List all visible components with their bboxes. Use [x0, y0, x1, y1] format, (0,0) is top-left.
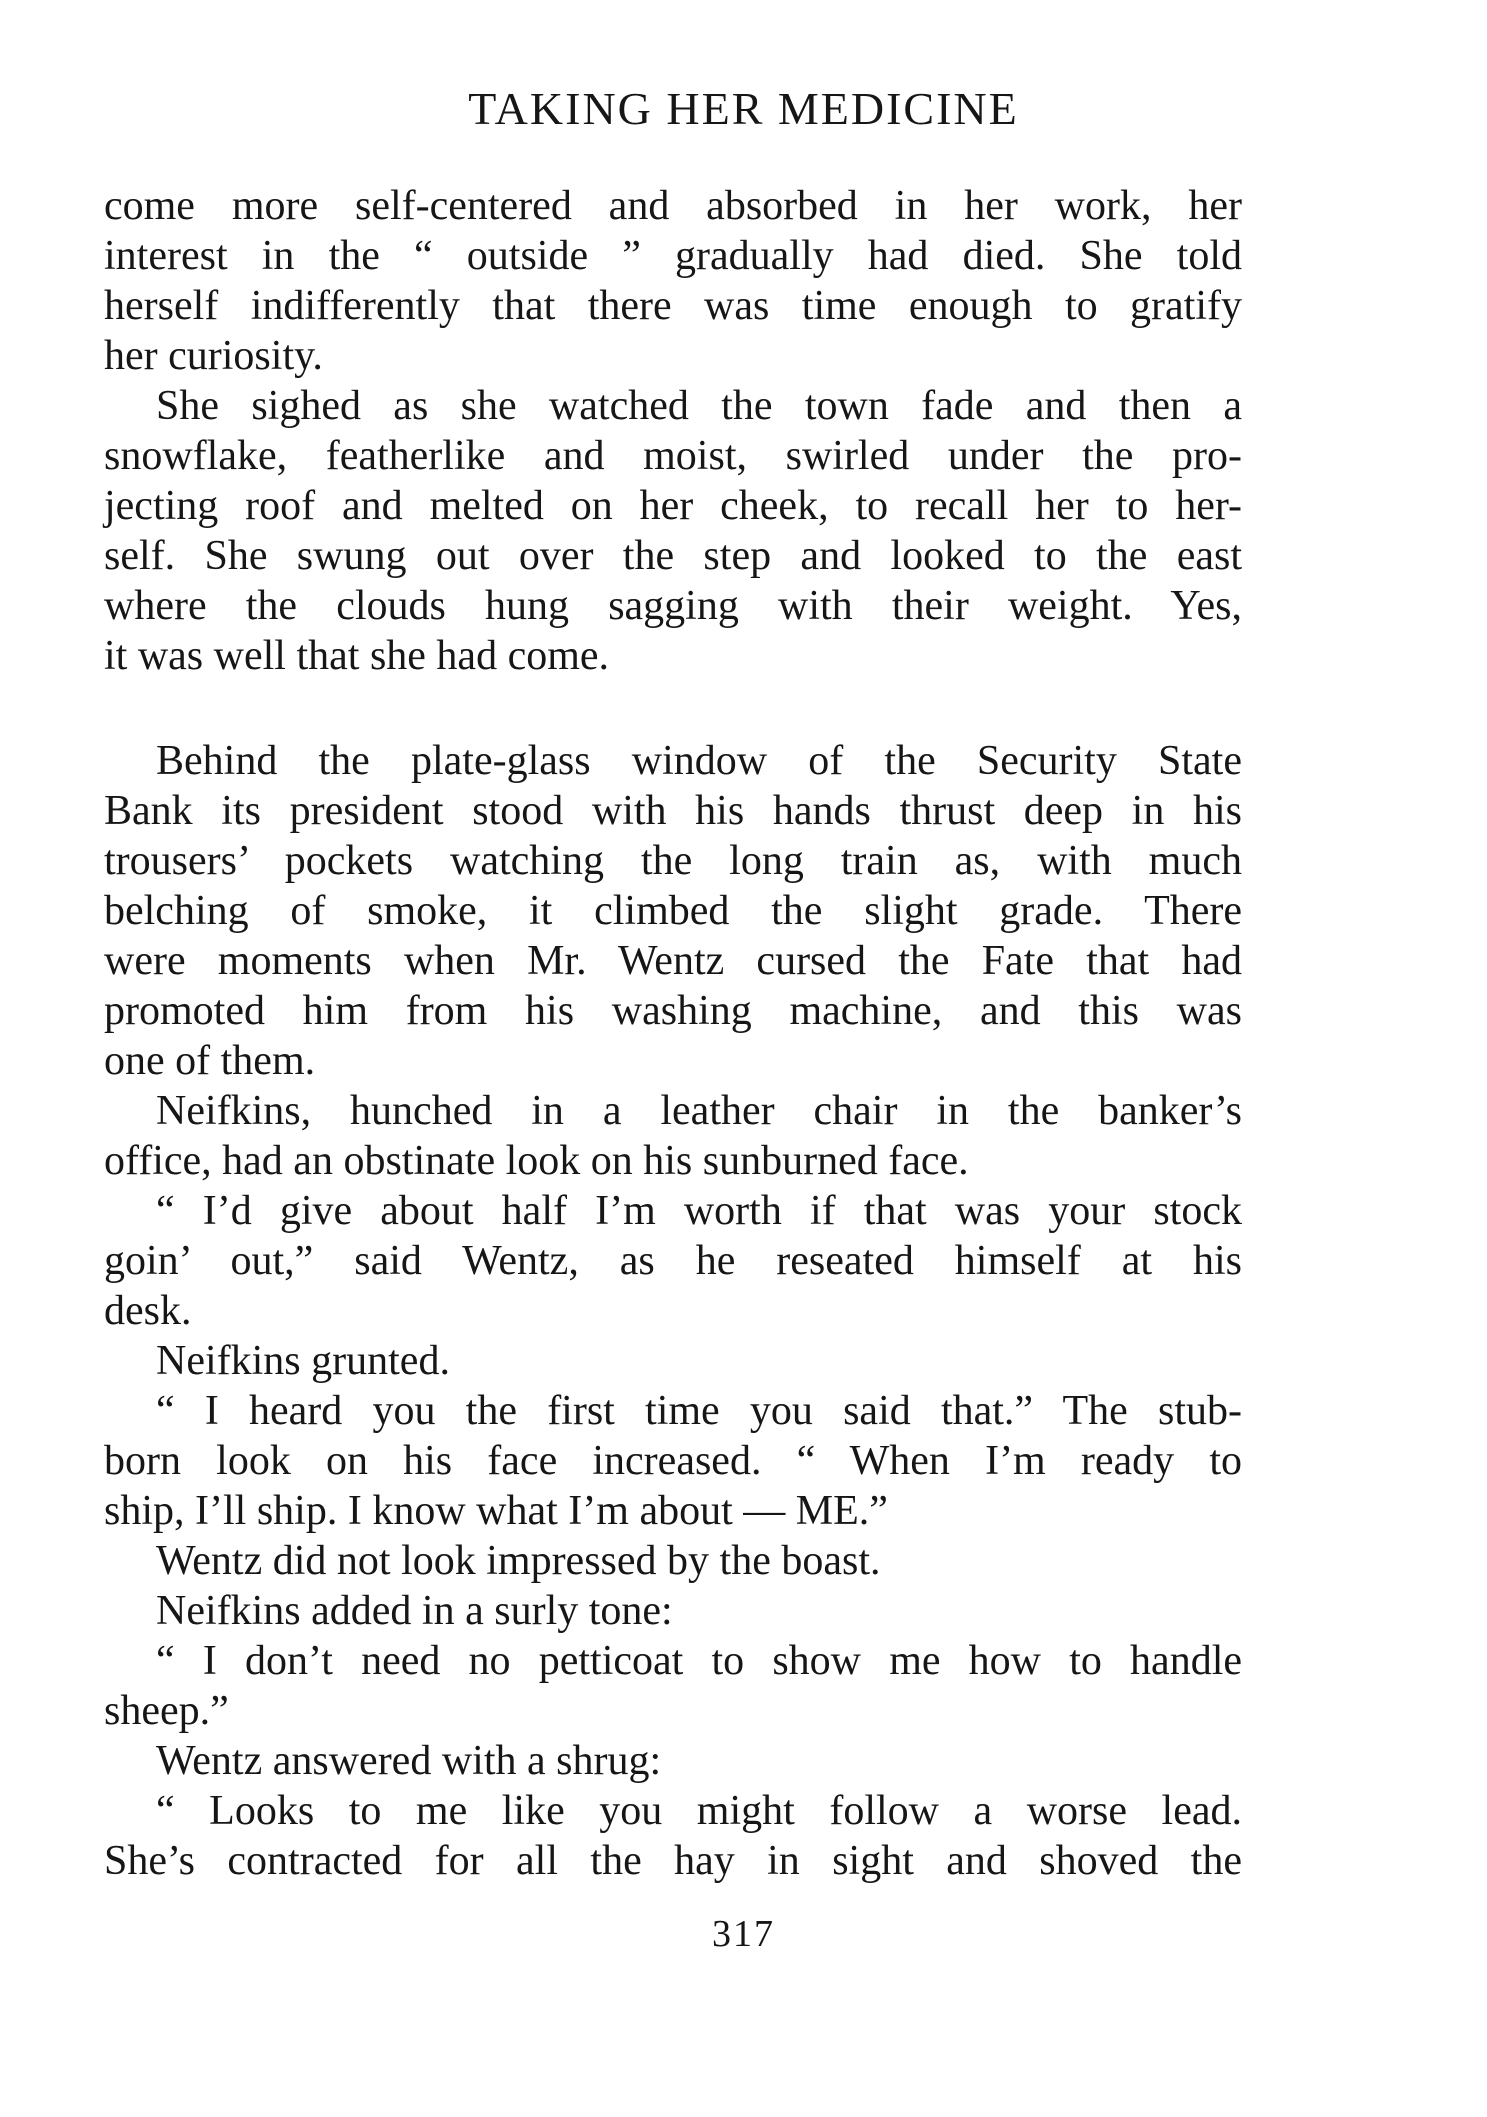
text-line: Behind the plate-glass window of the Security State	[156, 738, 1242, 784]
text-line: desk.	[104, 1288, 192, 1334]
text-line: promoted him from his washing machine, and this was	[104, 988, 1242, 1034]
text-line: goin’ out,” said Wentz, as he reseated himself at his	[104, 1238, 1242, 1284]
text-line: snowflake, featherlike and moist, swirled under the pro-	[104, 433, 1242, 479]
page-number: 317	[712, 1913, 775, 1955]
text-line: She sighed as she watched the town fade and then a	[156, 383, 1242, 429]
text-line: belching of smoke, it climbed the slight grade. There	[104, 888, 1242, 934]
text-line: self. She swung out over the step and looked to the east	[104, 533, 1242, 579]
text-line: ship, I’ll ship. I know what I’m about — ME.”	[104, 1488, 888, 1534]
running-head: TAKING HER MEDICINE	[468, 83, 1019, 134]
text-line: She’s contracted for all the hay in sight and shoved the	[104, 1838, 1242, 1884]
text-line: jecting roof and melted on her cheek, to recall her to her-	[104, 483, 1242, 529]
text-line: Neifkins, hunched in a leather chair in the banker’s	[156, 1088, 1242, 1134]
text-line: Bank its president stood with his hands thrust deep in his	[104, 788, 1242, 834]
text-line: “ I’d give about half I’m worth if that was your stock	[156, 1188, 1242, 1234]
text-line: herself indifferently that there was time enough to gratify	[104, 283, 1242, 329]
text-line: Neifkins grunted.	[156, 1338, 450, 1384]
text-line: where the clouds hung sagging with their weight. Yes,	[104, 583, 1242, 629]
text-line: come more self-centered and absorbed in her work, her	[104, 183, 1242, 229]
text-line: were moments when Mr. Wentz cursed the Fate that had	[104, 938, 1242, 984]
text-line: trousers’ pockets watching the long train as, with much	[104, 838, 1242, 884]
text-line: Neifkins added in a surly tone:	[156, 1588, 673, 1634]
text-line: “ I don’t need no petticoat to show me how to handle	[156, 1638, 1242, 1684]
text-line: office, had an obstinate look on his sunburned face.	[104, 1138, 969, 1184]
text-line: Wentz did not look impressed by the boast.	[156, 1538, 881, 1584]
text-line: interest in the “ outside ” gradually had died. She told	[104, 233, 1242, 279]
text-line: “ Looks to me like you might follow a worse lead.	[156, 1788, 1242, 1834]
text-line: her curiosity.	[104, 333, 323, 379]
text-line: Wentz answered with a shrug:	[156, 1738, 662, 1784]
text-line: “ I heard you the first time you said that.” The stub-	[156, 1388, 1242, 1434]
text-line: born look on his face increased. “ When I’m ready to	[104, 1438, 1242, 1484]
text-line: one of them.	[104, 1038, 316, 1084]
text-line: sheep.”	[104, 1688, 229, 1734]
text-line: it was well that she had come.	[104, 633, 610, 679]
